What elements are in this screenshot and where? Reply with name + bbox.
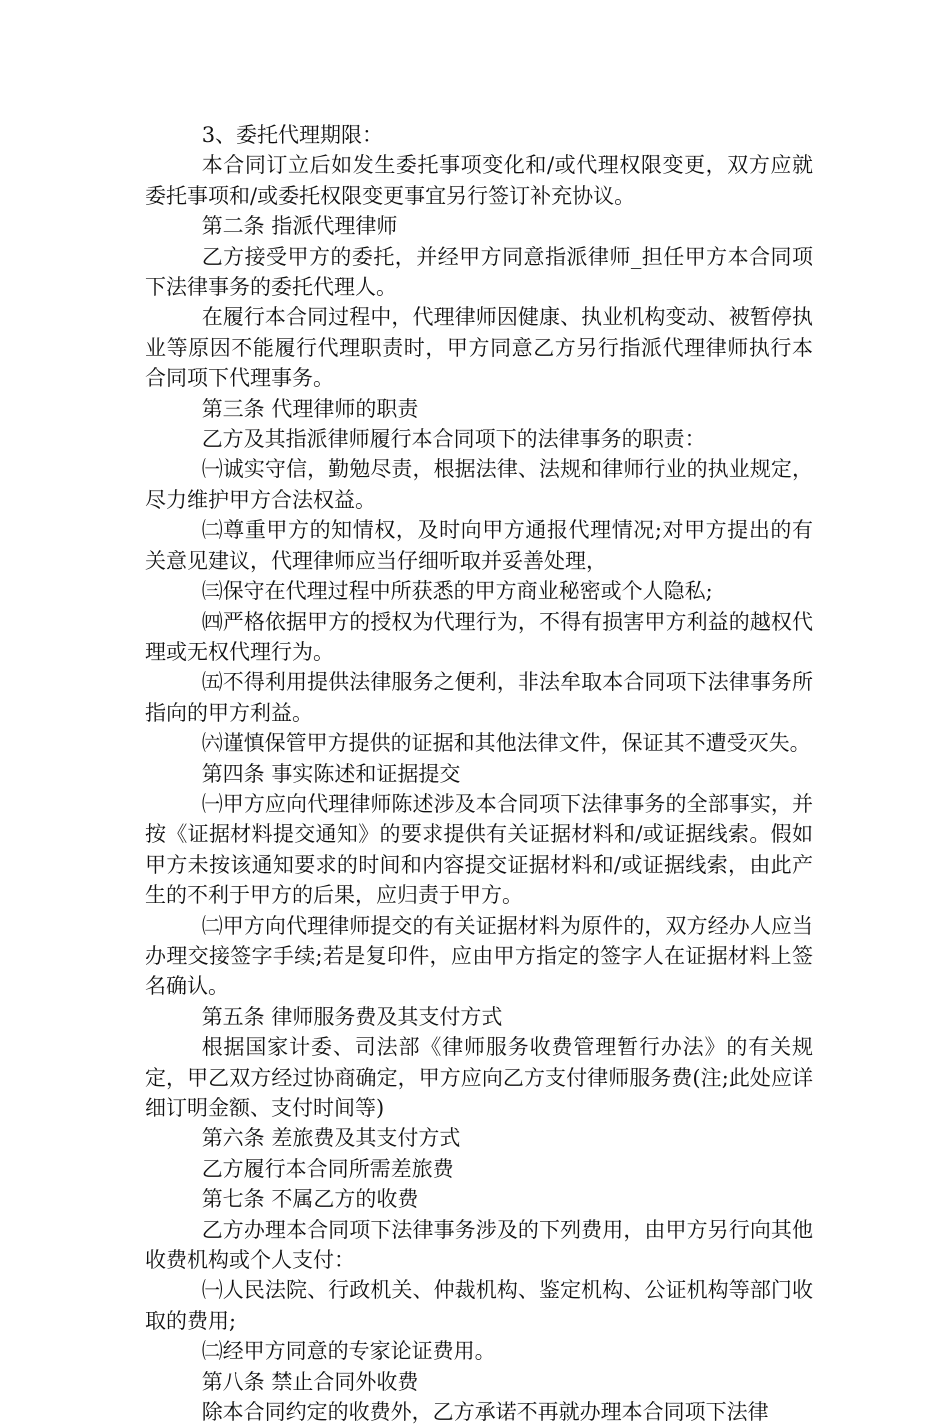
list-item: ㈡甲方向代理律师提交的有关证据材料为原件的，双方经办人应当办理交接签字手续;若是复印件，应由甲方指定的签字人在证据材料上签名确认。 bbox=[145, 913, 813, 999]
contract-text bbox=[145, 120, 813, 1427]
paragraph: 乙方办理本合同项下法律事务涉及的下列费用，由甲方另行向其他收费机构或个人支付： bbox=[145, 1217, 813, 1273]
list-item: ㈠诚实守信，勤勉尽责，根据法律、法规和律师行业的执业规定，尽力维护甲方合法权益。 bbox=[145, 457, 813, 512]
list-item: ㈡经甲方同意的专家论证费用。 bbox=[201, 1339, 496, 1364]
article-heading: 第六条 差旅费及其支付方式 bbox=[201, 1126, 461, 1151]
article-heading: 第二条 指派代理律师 bbox=[201, 214, 398, 239]
article-heading: 第五条 律师服务费及其支付方式 bbox=[201, 1004, 503, 1029]
paragraph: 乙方履行本合同所需差旅费 bbox=[201, 1156, 454, 1181]
paragraph: 在履行本合同过程中，代理律师因健康、执业机构变动、被暂停执业等原因不能履行代理职责时，甲方同意乙方另行指派代理律师执行本合同项下代理事务。 bbox=[145, 305, 813, 391]
term-period-item: 3、委托代理期限： bbox=[201, 123, 384, 147]
list-item: ㈣严格依据甲方的授权为代理行为，不得有损害甲方利益的越权代理或无权代理行为。 bbox=[145, 609, 813, 664]
paragraph: 本合同订立后如发生委托事项变化和/或代理权限变更，双方应就委托事项和/或委托权限变更事宜另行签订补充协议。 bbox=[145, 153, 813, 208]
paragraph: 乙方接受甲方的委托，并经甲方同意指派律师_担任甲方本合同项下法律事务的委托代理人。 bbox=[145, 244, 813, 300]
article-heading: 第八条 禁止合同外收费 bbox=[201, 1369, 419, 1394]
list-item: ㈠甲方应向代理律师陈述涉及本合同项下法律事务的全部事实，并按《证据材料提交通知》的要求提供有关证据材料和/或证据线索。假如甲方未按该通知要求的时间和内容提交证据材料和/或证据线索，由此产生的不利于甲方的后果，应归责于甲方。 bbox=[145, 791, 813, 908]
paragraph: 乙方及其指派律师履行本合同项下的法律事务的职责： bbox=[201, 427, 706, 452]
article-heading: 第七条 不属乙方的收费 bbox=[201, 1187, 419, 1212]
list-item: ㈤不得利用提供法律服务之便利，非法牟取本合同项下法律事务所指向的甲方利益。 bbox=[145, 670, 813, 725]
list-item: ㈥谨慎保管甲方提供的证据和其他法律文件，保证其不遭受灭失。 bbox=[201, 731, 811, 756]
paragraph: 根据国家计委、司法部《律师服务收费管理暂行办法》的有关规定，甲乙双方经过协商确定，甲方应向乙方支付律师服务费(注;此处应详细订明金额、支付时间等) bbox=[145, 1035, 813, 1120]
list-item: ㈡尊重甲方的知情权，及时向甲方通报代理情况;对甲方提出的有关意见建议，代理律师应当仔细听取并妥善处理， bbox=[145, 518, 813, 573]
article-heading: 第四条 事实陈述和证据提交 bbox=[201, 761, 461, 786]
list-item: ㈢保守在代理过程中所获悉的甲方商业秘密或个人隐私; bbox=[201, 579, 713, 604]
paragraph: 除本合同约定的收费外，乙方承诺不再就办理本合同项下法律 bbox=[201, 1400, 769, 1425]
list-item: ㈠人民法院、行政机关、仲裁机构、鉴定机构、公证机构等部门收取的费用; bbox=[145, 1278, 813, 1333]
article-heading: 第三条 代理律师的职责 bbox=[201, 396, 419, 421]
